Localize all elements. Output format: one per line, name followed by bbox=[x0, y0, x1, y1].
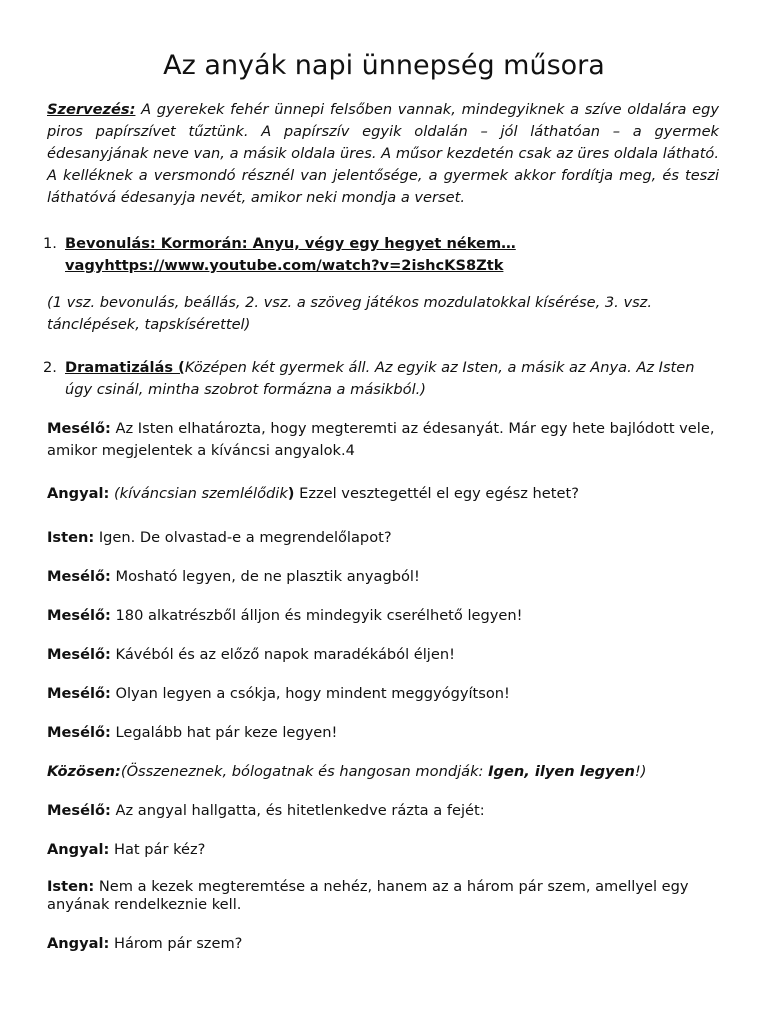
dialogue-line bbox=[47, 527, 719, 549]
stage-direction: (Összeneznek, bólogatnak és hangosan mondják: bbox=[120, 763, 489, 780]
line-text: Hat pár kéz? bbox=[109, 841, 206, 858]
dialogue-line bbox=[47, 722, 719, 744]
speaker-label: Mesélő: bbox=[47, 607, 111, 624]
line-text: Legalább hat pár keze legyen! bbox=[110, 724, 338, 741]
direction-close: ) bbox=[287, 485, 295, 502]
item2-paragraph bbox=[65, 357, 725, 401]
dialogue-line bbox=[47, 418, 719, 462]
item1-number: 1. bbox=[43, 235, 57, 252]
speaker-label: Közösen: bbox=[47, 763, 121, 780]
speaker-label: Angyal: bbox=[47, 935, 110, 952]
line-text: Három pár szem? bbox=[109, 935, 243, 952]
line-text: Kávéból és az előző napok maradékából éljen! bbox=[110, 646, 455, 663]
direction-end: !) bbox=[634, 763, 647, 780]
speaker-label: Angyal: bbox=[47, 485, 110, 502]
item1-line1: Bevonulás: Kormorán: Anyu, végy egy hegyet nékem… bbox=[65, 235, 516, 252]
speaker-label: Mesélő: bbox=[47, 685, 111, 702]
speaker-label: Mesélő: bbox=[47, 802, 111, 819]
dialogue-line bbox=[47, 839, 719, 861]
line-text: 180 alkatrészből álljon és mindegyik cserélhető legyen! bbox=[110, 607, 523, 624]
intro-text: A gyerekek fehér ünnepi felsőben vannak, mindegyiknek a szíve oldalára egy piros papírszívet tűztünk. A papírszív egyik oldalán – jól láthatóan – a gyermek édesanyjának neve van, a másik oldala üres. A műsor kezdetén csak az üres oldala látható. A kelléknek a versmondó résznél van jelentősége, a gyermek akkor fordítja meg, és teszi láthatóvá édesanyja nevét, amikor neki mondja a verset. bbox=[47, 101, 719, 206]
dialogue-line bbox=[47, 644, 719, 666]
speaker-label: Angyal: bbox=[47, 841, 110, 858]
page-title: Az anyák napi ünnepség műsora bbox=[163, 50, 605, 81]
intro-label: Szervezés: bbox=[47, 101, 136, 118]
dialogue-line bbox=[47, 933, 719, 955]
line-text: Az angyal hallgatta, és hitetlenkedve rázta a fejét: bbox=[110, 802, 485, 819]
line-text: Igen. De olvastad-e a megrendelőlapot? bbox=[94, 529, 392, 546]
item2-text: Középen két gyermek áll. Az egyik az Isten, a másik az Anya. Az Isten úgy csinál, mintha szobrot formázna a másikból.) bbox=[65, 359, 695, 398]
dialogue-line bbox=[47, 566, 719, 588]
item1-link[interactable]: vagyhttps://www.youtube.com/watch?v=2ishcKS8Ztk bbox=[65, 257, 504, 274]
item2-number: 2. bbox=[43, 359, 57, 376]
item2-label: Dramatizálás ( bbox=[65, 359, 185, 376]
stage-direction: (kíváncsian szemlélődik bbox=[109, 485, 288, 502]
speaker-label: Isten: bbox=[47, 878, 95, 895]
dialogue-line bbox=[47, 800, 719, 822]
speaker-label: Mesélő: bbox=[47, 724, 111, 741]
dialogue-line bbox=[47, 605, 719, 627]
intro-paragraph bbox=[47, 99, 719, 209]
speaker-label: Isten: bbox=[47, 529, 95, 546]
item1-note: (1 vsz. bevonulás, beállás, 2. vsz. a szöveg játékos mozdulatokkal kísérése, 3. vsz. tánclépések, tapskísérettel) bbox=[47, 294, 652, 333]
line-text: Mosható legyen, de ne plasztik anyagból! bbox=[110, 568, 420, 585]
emphasis-text: Igen, ilyen legyen bbox=[488, 763, 635, 780]
line-text: Az Isten elhatározta, hogy megteremti az édesanyát. Már egy hete bajlódott vele, amikor megjelentek a kíváncsi angyalok.4 bbox=[47, 420, 715, 459]
dialogue-line bbox=[47, 683, 719, 705]
speaker-label: Mesélő: bbox=[47, 420, 111, 437]
line-text: Olyan legyen a csókja, hogy mindent meggyógyítson! bbox=[110, 685, 510, 702]
line-text: Nem a kezek megteremtése a nehéz, hanem az a három pár szem, amellyel egy anyának rendelkeznie kell. bbox=[47, 878, 689, 913]
item1-heading bbox=[65, 233, 725, 277]
dialogue-line bbox=[47, 483, 719, 505]
dialogue-line bbox=[47, 761, 719, 783]
line-text: Ezzel vesztegettél el egy egész hetet? bbox=[294, 485, 579, 502]
speaker-label: Mesélő: bbox=[47, 568, 111, 585]
speaker-label: Mesélő: bbox=[47, 646, 111, 663]
dialogue-line bbox=[47, 878, 719, 914]
